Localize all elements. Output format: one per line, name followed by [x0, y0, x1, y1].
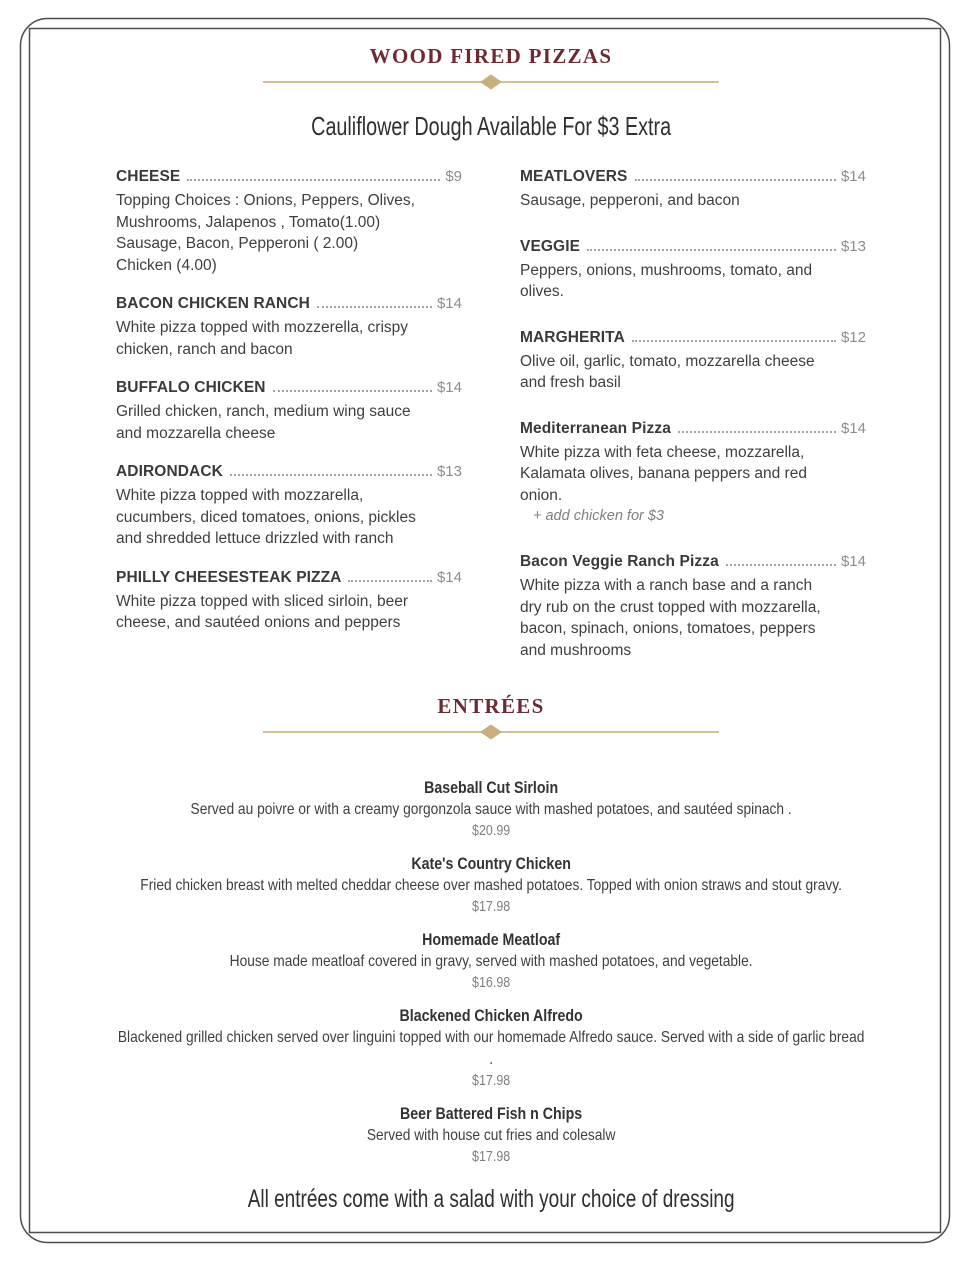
item-description: Grilled chicken, ranch, medium wing sauce and mozzarella cheese	[116, 403, 411, 442]
item-name: Bacon Veggie Ranch Pizza	[520, 553, 719, 570]
item-name: MARGHERITA	[520, 328, 625, 346]
entrees-section-header	[116, 694, 866, 739]
item-description: Peppers, onions, mushrooms, tomato, and olives.	[520, 261, 813, 300]
item-price: $9	[445, 168, 462, 185]
section-divider	[263, 75, 719, 89]
entree-kates-country-chicken	[116, 853, 866, 918]
item-addon-note: + add chicken for $3	[533, 508, 664, 524]
item-price: $13	[436, 463, 462, 480]
entree-homemade-meatloaf	[116, 929, 866, 994]
entree-name: Blackened Chicken Alfredo	[399, 1007, 583, 1025]
diamond-ornament-icon	[480, 725, 502, 740]
entrees-menu	[116, 777, 866, 1168]
entree-blackened-chicken-alfredo	[116, 1005, 866, 1092]
item-title-row	[116, 568, 462, 588]
entree-description: House made meatloaf covered in gravy, served with mashed potatoes, and vegetable.	[229, 953, 753, 970]
dotted-leader	[273, 390, 432, 392]
item-name: PHILLY CHEESESTEAK PIZZA	[116, 568, 342, 586]
item-title-row	[520, 552, 866, 572]
dotted-leader	[187, 179, 440, 181]
menu-item-mediterranean	[520, 419, 866, 528]
dough-option-note: Cauliflower Dough Available For $3 Extra	[311, 111, 671, 141]
item-name: BUFFALO CHICKEN	[116, 379, 266, 396]
item-price: $13	[840, 237, 866, 255]
dotted-leader	[678, 431, 836, 433]
menu-item-veggie	[520, 237, 866, 303]
dotted-leader	[348, 580, 431, 582]
item-name: CHEESE	[116, 168, 181, 185]
entree-name: Homemade Meatloaf	[422, 931, 561, 949]
item-price: $14	[840, 168, 866, 185]
item-name: ADIRONDACK	[116, 463, 223, 480]
entree-beer-battered-fish-n-chips	[116, 1103, 866, 1168]
entree-baseball-cut-sirloin	[116, 777, 866, 842]
item-title-row	[116, 294, 462, 314]
menu-item-philly-cheesesteak	[116, 568, 462, 634]
pizza-menu	[116, 167, 866, 686]
menu-item-bacon-chicken-ranch	[116, 294, 462, 360]
item-price: $12	[840, 328, 866, 346]
menu-item-buffalo-chicken	[116, 378, 462, 444]
item-title-row	[520, 328, 866, 348]
entree-description: Fried chicken breast with melted cheddar cheese over mashed potatoes. Topped with onion straws and stout gravy.	[140, 877, 842, 894]
item-description: White pizza topped with sliced sirloin, beer cheese, and sautéed onions and peppers	[116, 592, 409, 631]
entree-description: Blackened grilled chicken served over linguini topped with our homemade Alfredo sauce. Served with a side of garlic bread .	[117, 1029, 865, 1068]
menu-item-adirondack	[116, 462, 462, 550]
item-title-row	[520, 419, 866, 439]
item-price: $14	[436, 295, 462, 312]
item-title-row	[116, 462, 462, 482]
item-name: BACON CHICKEN RANCH	[116, 295, 310, 312]
dotted-leader	[635, 179, 836, 181]
entrees-section-title: ENTRÉES	[437, 694, 545, 718]
item-name: MEATLOVERS	[520, 168, 628, 185]
item-price: $14	[436, 379, 462, 396]
dotted-leader	[317, 306, 432, 308]
dotted-leader	[726, 564, 836, 566]
menu-item-bacon-veggie-ranch	[520, 552, 866, 661]
entree-description: Served au poivre or with a creamy gorgonzola sauce with mashed potatoes, and sautéed spinach .	[190, 801, 792, 818]
item-title-row	[520, 167, 866, 187]
section-divider	[263, 725, 719, 739]
pizza-column-right	[520, 167, 866, 686]
entree-description: Served with house cut fries and colesalw	[366, 1127, 616, 1144]
entree-name: Kate's Country Chicken	[411, 855, 571, 873]
item-name: Mediterranean Pizza	[520, 419, 671, 437]
item-description: White pizza with feta cheese, mozzarella, Kalamata olives, banana peppers and red onion.	[520, 443, 807, 504]
item-price: $14	[840, 553, 866, 570]
pizza-column-left	[116, 167, 462, 686]
item-title-row	[116, 167, 462, 187]
entree-price: $17.98	[471, 1149, 511, 1165]
item-price: $14	[840, 419, 866, 437]
item-description: White pizza with a ranch base and a ranch dry rub on the crust topped with mozzarella, bacon, spinach, onions, tomatoes, peppers and mushrooms	[520, 577, 821, 659]
item-description: Olive oil, garlic, tomato, mozzarella cheese and fresh basil	[520, 352, 815, 391]
menu-item-cheese	[116, 167, 462, 276]
menu-item-margherita	[520, 328, 866, 394]
dotted-leader	[632, 340, 836, 342]
item-price: $14	[436, 568, 462, 586]
entree-price: $17.98	[471, 1073, 511, 1089]
item-description: White pizza topped with mozzarella, cucumbers, diced tomatoes, onions, pickles and shredded lettuce drizzled with ranch	[116, 487, 416, 547]
menu-item-meatlovers	[520, 167, 866, 212]
dotted-leader	[230, 474, 432, 476]
entree-name: Beer Battered Fish n Chips	[399, 1105, 583, 1123]
item-title-row	[520, 237, 866, 257]
salad-footer-note: All entrées come with a salad with your choice of dressing	[247, 1185, 735, 1213]
diamond-ornament-icon	[480, 75, 502, 90]
item-title-row	[116, 378, 462, 398]
item-description: White pizza topped with mozzerella, crispy chicken, ranch and bacon	[116, 319, 409, 358]
item-description: Topping Choices : Onions, Peppers, Olives, Mushrooms, Jalapenos , Tomato(1.00) Sausage, Bacon, Pepperoni ( 2.00) Chicken (4.00)	[116, 192, 415, 274]
dotted-leader	[587, 249, 836, 251]
pizzas-section-title: WOOD FIRED PIZZAS	[369, 44, 613, 68]
item-description: Sausage, pepperoni, and bacon	[520, 192, 740, 209]
entree-price: $20.99	[471, 823, 511, 839]
item-name: VEGGIE	[520, 237, 581, 255]
entree-price: $17.98	[471, 899, 511, 915]
entree-name: Baseball Cut Sirloin	[423, 779, 559, 797]
entree-price: $16.98	[471, 975, 511, 991]
